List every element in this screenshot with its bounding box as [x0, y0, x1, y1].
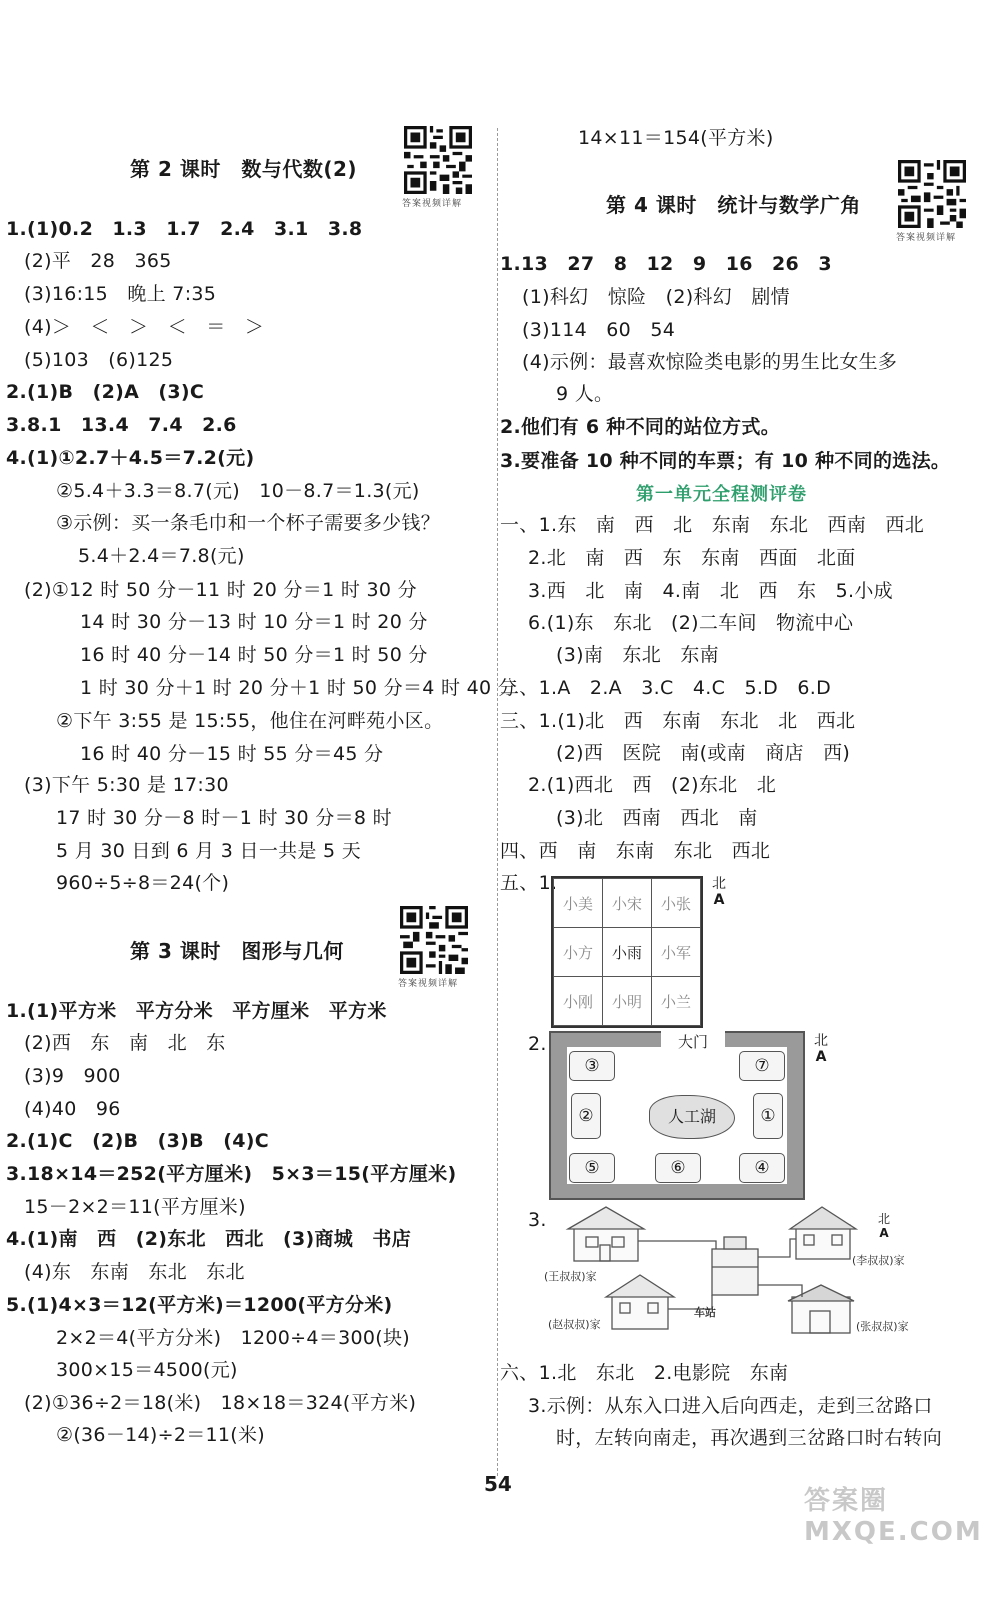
- answer-line: 2.(1)B (2)A (3)C: [6, 381, 205, 403]
- house-label: (李叔叔)家: [852, 1254, 905, 1267]
- park-spot: ⑥: [655, 1153, 701, 1183]
- answer-line: 3.8.1 13.4 7.4 2.6: [6, 414, 237, 436]
- north-arrow-icon: A: [815, 1049, 827, 1065]
- answer-line: (2)①36÷2＝18(米) 18×18＝324(平方米): [24, 1392, 417, 1414]
- answer-line: 2×2＝4(平方分米) 1200÷4＝300(块): [56, 1327, 410, 1349]
- seat-grid: [551, 876, 703, 1028]
- answer-line: 960÷5÷8＝24(个): [56, 872, 230, 894]
- answer-line: 6.(1)东 东北 (2)二车间 物流中心: [528, 612, 854, 634]
- house-icon: [568, 1207, 644, 1261]
- answer-line: 16 时 40 分－14 时 50 分＝1 时 50 分: [80, 644, 428, 666]
- answer-line: ②5.4＋3.3＝8.7(元) 10－8.7＝1.3(元): [56, 480, 420, 502]
- qr-caption-lesson2: 答案视频详解: [402, 199, 463, 209]
- answer-line: 2.(1)C (2)B (3)B (4)C: [6, 1130, 269, 1152]
- answer-line: (3)9 900: [24, 1065, 121, 1087]
- answer-line: 3.西 北 南 4.南 北 西 东 5.小成: [528, 580, 893, 602]
- column-divider: [497, 128, 498, 1476]
- house-label: (王叔叔)家: [544, 1270, 597, 1283]
- answer-line: 2.: [528, 1033, 547, 1055]
- watermark: 答案圈 MXQE.COM: [804, 1486, 983, 1547]
- answer-line: 1 时 30 分＋1 时 20 分＋1 时 50 分＝4 时 40 分: [80, 677, 518, 699]
- qr-caption-lesson4: 答案视频详解: [896, 233, 957, 243]
- answer-line: (4)示例：最喜欢惊险类电影的男生比女生多: [522, 351, 898, 373]
- qr-code-lesson3[interactable]: [400, 906, 468, 974]
- answer-line: 1.13 27 8 12 9 16 26 3: [500, 253, 832, 275]
- house-icon: [606, 1275, 674, 1329]
- north-indicator: [878, 1212, 890, 1240]
- answer-line: 三、1.(1)北 西 东南 东北 北 西北: [500, 710, 856, 732]
- answer-line: (5)103 (6)125: [24, 349, 174, 371]
- answer-line: ②(36－14)÷2＝11(米): [56, 1424, 266, 1446]
- house-icon: [790, 1207, 856, 1259]
- north-arrow-icon: A: [879, 1226, 889, 1240]
- answer-line: 5.4＋2.4＝7.8(元): [78, 545, 245, 567]
- qr-icon: [404, 126, 472, 194]
- answer-line: 2.北 南 西 东 东南 西面 北面: [528, 547, 856, 569]
- house-icon: [788, 1285, 854, 1333]
- answer-line: (2)平 28 365: [24, 250, 172, 272]
- answer-line: (4)＞ ＜ ＞ ＜ ＝ ＞: [24, 316, 265, 338]
- answer-line: (3)北 西南 西北 南: [556, 807, 758, 829]
- lesson2-title: 第 2 课时 数与代数(2): [130, 157, 358, 181]
- north-label: 北: [814, 1033, 828, 1049]
- answer-line: 时，左转向南走，再次遇到三岔路口时右转向: [556, 1427, 943, 1449]
- answer-line: 1.(1)0.2 1.3 1.7 2.4 3.1 3.8: [6, 218, 363, 240]
- answer-line: 2.他们有 6 种不同的站位方式。: [500, 416, 780, 438]
- answer-line: 2.(1)西北 西 (2)东北 北: [528, 774, 777, 796]
- station-label: 车站: [694, 1306, 716, 1319]
- grid-cell: 小雨: [603, 928, 652, 977]
- grid-cell: 小军: [652, 928, 701, 977]
- grid-cell: 小方: [554, 928, 603, 977]
- answer-line: 4.(1)南 西 (2)东北 西北 (3)商城 书店: [6, 1228, 412, 1250]
- park-spot: ⑦: [739, 1051, 785, 1081]
- answer-line: (2)①12 时 50 分－11 时 20 分＝1 时 30 分: [24, 579, 417, 601]
- house-label: (张叔叔)家: [856, 1320, 909, 1333]
- unit-test-title: 第一单元全程测评卷: [636, 484, 807, 505]
- answer-line: (3)114 60 54: [522, 319, 676, 341]
- park-spot: ④: [739, 1153, 785, 1183]
- answer-line: 五、1.: [500, 872, 558, 894]
- north-arrow-icon: A: [713, 892, 725, 908]
- grid-cell: 小兰: [652, 977, 701, 1026]
- answer-line: 四、西 南 东南 东北 西北: [500, 840, 771, 862]
- park-map: [549, 1031, 805, 1200]
- answer-line: 4.(1)①2.7＋4.5＝7.2(元): [6, 447, 255, 469]
- answer-line: 3.要准备 10 种不同的车票；有 10 种不同的选法。: [500, 450, 951, 472]
- answer-line: 5.(1)4×3＝12(平方米)＝1200(平方分米): [6, 1294, 393, 1316]
- lesson4-title: 第 4 课时 统计与数学广角: [606, 193, 861, 217]
- answer-line: 17 时 30 分－8 时－1 时 30 分＝8 时: [56, 807, 392, 829]
- north-label: 北: [878, 1212, 891, 1226]
- qr-icon: [898, 160, 966, 228]
- answer-line: (4)40 96: [24, 1098, 121, 1120]
- house-label: (赵叔叔)家: [548, 1318, 601, 1331]
- answer-line: 14 时 30 分－13 时 10 分＝1 时 20 分: [80, 611, 428, 633]
- north-label: 北: [712, 876, 726, 892]
- answer-line: (3)16:15 晚上 7:35: [24, 283, 217, 305]
- qr-code-lesson2[interactable]: [404, 126, 472, 194]
- answer-line: 六、1.北 东北 2.电影院 东南: [500, 1362, 789, 1384]
- answer-line: (1)科幻 惊险 (2)科幻 剧情: [522, 286, 790, 308]
- answer-line: 3.18×14＝252(平方厘米) 5×3＝15(平方厘米): [6, 1163, 457, 1185]
- answer-line: (2)西 东 南 北 东: [24, 1032, 226, 1054]
- grid-cell: 小张: [652, 879, 701, 928]
- answer-line: 二、1.A 2.A 3.C 4.C 5.D 6.D: [500, 677, 832, 699]
- answer-line: (3)下午 5:30 是 17:30: [24, 774, 229, 796]
- grid-cell: 小宋: [603, 879, 652, 928]
- page-number: 54: [484, 1472, 512, 1496]
- park-spot: ③: [569, 1051, 615, 1081]
- artificial-lake: 人工湖: [649, 1095, 735, 1139]
- qr-code-lesson4[interactable]: [898, 160, 966, 228]
- answer-line: 300×15＝4500(元): [56, 1359, 238, 1381]
- answer-line: (3)南 东北 东南: [556, 644, 719, 666]
- route-line: [638, 1241, 716, 1249]
- answer-line: 3.示例：从东入口进入后向西走，走到三岔路口: [528, 1395, 933, 1417]
- answer-line: 9 人。: [556, 383, 614, 405]
- north-indicator: [712, 876, 726, 908]
- answer-line: ③示例：买一条毛巾和一个杯子需要多少钱？: [56, 512, 441, 534]
- answer-line: (4)东 东南 东北 东北: [24, 1261, 245, 1283]
- park-inner: [567, 1033, 787, 1184]
- park-spot: ②: [571, 1093, 601, 1139]
- grid-cell: 小刚: [554, 977, 603, 1026]
- grid-cell: 小明: [603, 977, 652, 1026]
- grid-cell: 小美: [554, 879, 603, 928]
- answer-line: ②下午 3:55 是 15:55，他住在河畔苑小区。: [56, 710, 444, 732]
- answer-line: 一、1.东 南 西 北 东南 东北 西南 西北: [500, 514, 925, 536]
- lesson3-title: 第 3 课时 图形与几何: [130, 939, 344, 963]
- answer-line: 1.(1)平方米 平方分米 平方厘米 平方米: [6, 1000, 387, 1022]
- park-spot: ①: [753, 1093, 783, 1139]
- north-indicator: [814, 1033, 828, 1065]
- answer-line: 15－2×2＝11(平方厘米): [24, 1196, 246, 1218]
- station-icon: [712, 1237, 758, 1295]
- route-line: [758, 1239, 796, 1257]
- answer-line: 5 月 30 日到 6 月 3 日一共是 5 天: [56, 840, 362, 862]
- qr-icon: [400, 906, 468, 974]
- carry-over-line: 14×11＝154(平方米): [578, 127, 774, 149]
- park-gate-label: 大门: [661, 1031, 725, 1053]
- park-spot: ⑤: [569, 1153, 615, 1183]
- answer-line: 16 时 40 分－15 时 55 分＝45 分: [80, 743, 384, 765]
- answer-line: 3.: [528, 1209, 547, 1231]
- qr-caption-lesson3: 答案视频详解: [398, 979, 459, 989]
- route-line: [758, 1285, 802, 1297]
- answer-line: (2)西 医院 南(或南 商店 西): [556, 742, 851, 764]
